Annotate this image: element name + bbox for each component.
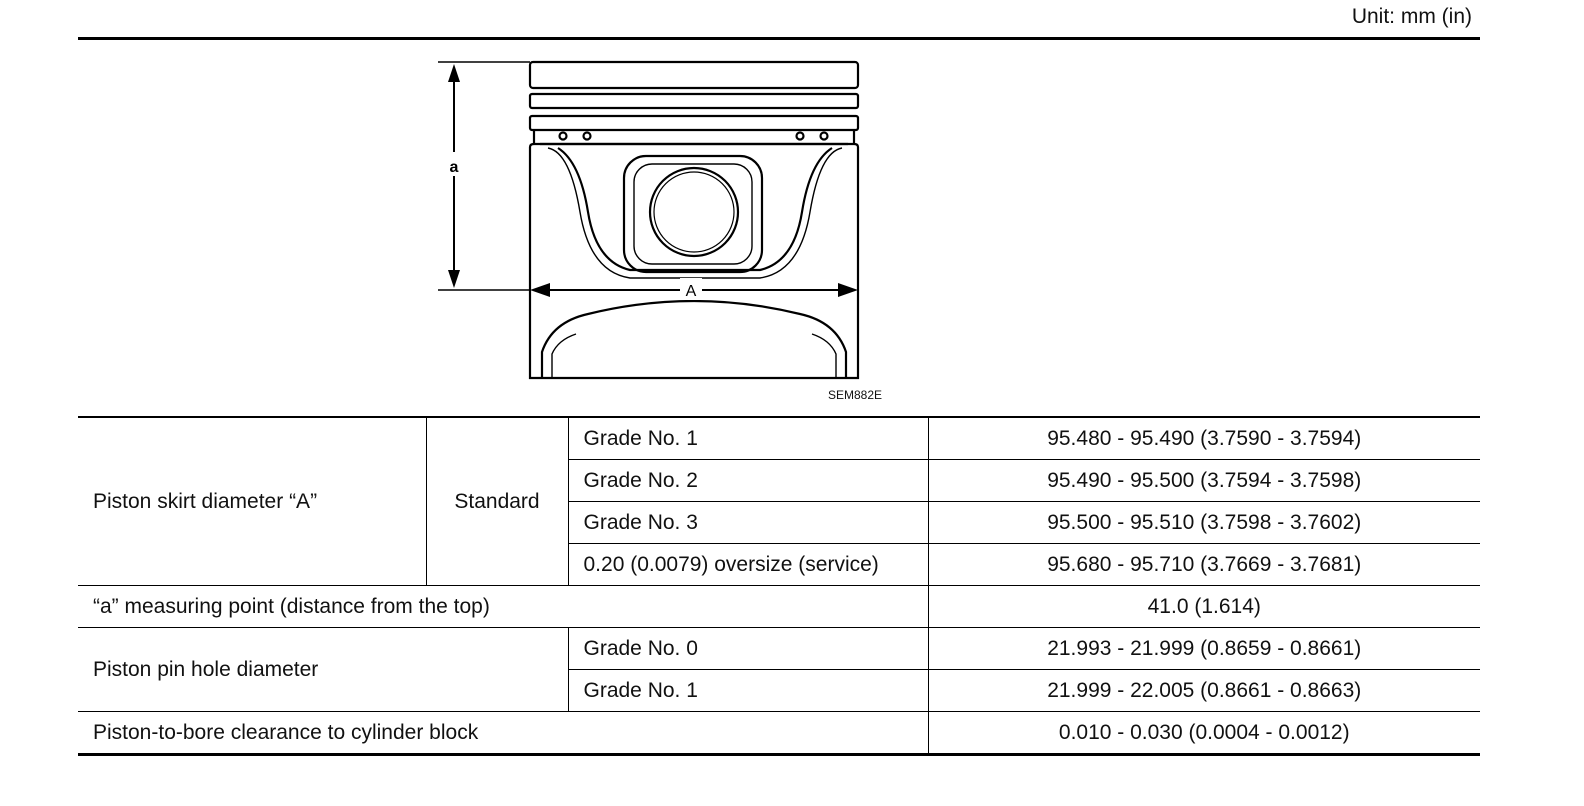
dimension-A-label: A: [685, 283, 697, 300]
piston-ring-land-3: [530, 116, 858, 130]
oil-hole: [560, 133, 567, 140]
spec-value: 21.999 - 22.005 (0.8661 - 0.8663): [928, 670, 1480, 712]
dimension-a-label: a: [449, 159, 459, 176]
grade-label: 0.20 (0.0079) oversize (service): [568, 544, 928, 586]
spec-value: 41.0 (1.614): [928, 586, 1480, 628]
clearance-label: Piston-to-bore clearance to cylinder block: [78, 712, 928, 755]
skirt-cutout: [542, 301, 846, 378]
pin-hole-label: Piston pin hole diameter: [78, 628, 568, 712]
table-row: [78, 417, 1480, 460]
table-row: [78, 712, 1480, 755]
table-row: [78, 586, 1480, 628]
spec-value: 95.500 - 95.510 (3.7598 - 3.7602): [928, 502, 1480, 544]
piston-ring-land-2: [530, 94, 858, 108]
unit-label: Unit: mm (in): [1351, 5, 1472, 28]
spec-value: 95.480 - 95.490 (3.7590 - 3.7594): [928, 417, 1480, 460]
grade-label: Grade No. 0: [568, 628, 928, 670]
spec-value: 95.680 - 95.710 (3.7669 - 3.7681): [928, 544, 1480, 586]
measuring-point-label: “a” measuring point (distance from the top): [78, 586, 928, 628]
table-row: [78, 628, 1480, 670]
spec-value: 21.993 - 21.999 (0.8659 - 0.8661): [928, 628, 1480, 670]
oil-hole: [797, 133, 804, 140]
piston-spec-table: [78, 416, 1480, 756]
spec-value: 0.010 - 0.030 (0.0004 - 0.0012): [928, 712, 1480, 755]
skirt-diameter-label: Piston skirt diameter “A”: [78, 417, 426, 586]
piston-ring-land-1: [530, 62, 858, 88]
grade-label: Grade No. 3: [568, 502, 928, 544]
grade-label: Grade No. 1: [568, 417, 928, 460]
figure-id: SEM882E: [828, 388, 883, 402]
grade-label: Grade No. 1: [568, 670, 928, 712]
spec-value: 95.490 - 95.500 (3.7594 - 3.7598): [928, 460, 1480, 502]
oil-hole: [584, 133, 591, 140]
oil-hole: [821, 133, 828, 140]
piston-pin-hole: [650, 168, 738, 256]
grade-label: Grade No. 2: [568, 460, 928, 502]
piston-diagram: [430, 52, 900, 412]
pin-boss: [624, 156, 762, 272]
skirt-standard-label: Standard: [426, 417, 568, 586]
top-rule: [78, 37, 1480, 40]
